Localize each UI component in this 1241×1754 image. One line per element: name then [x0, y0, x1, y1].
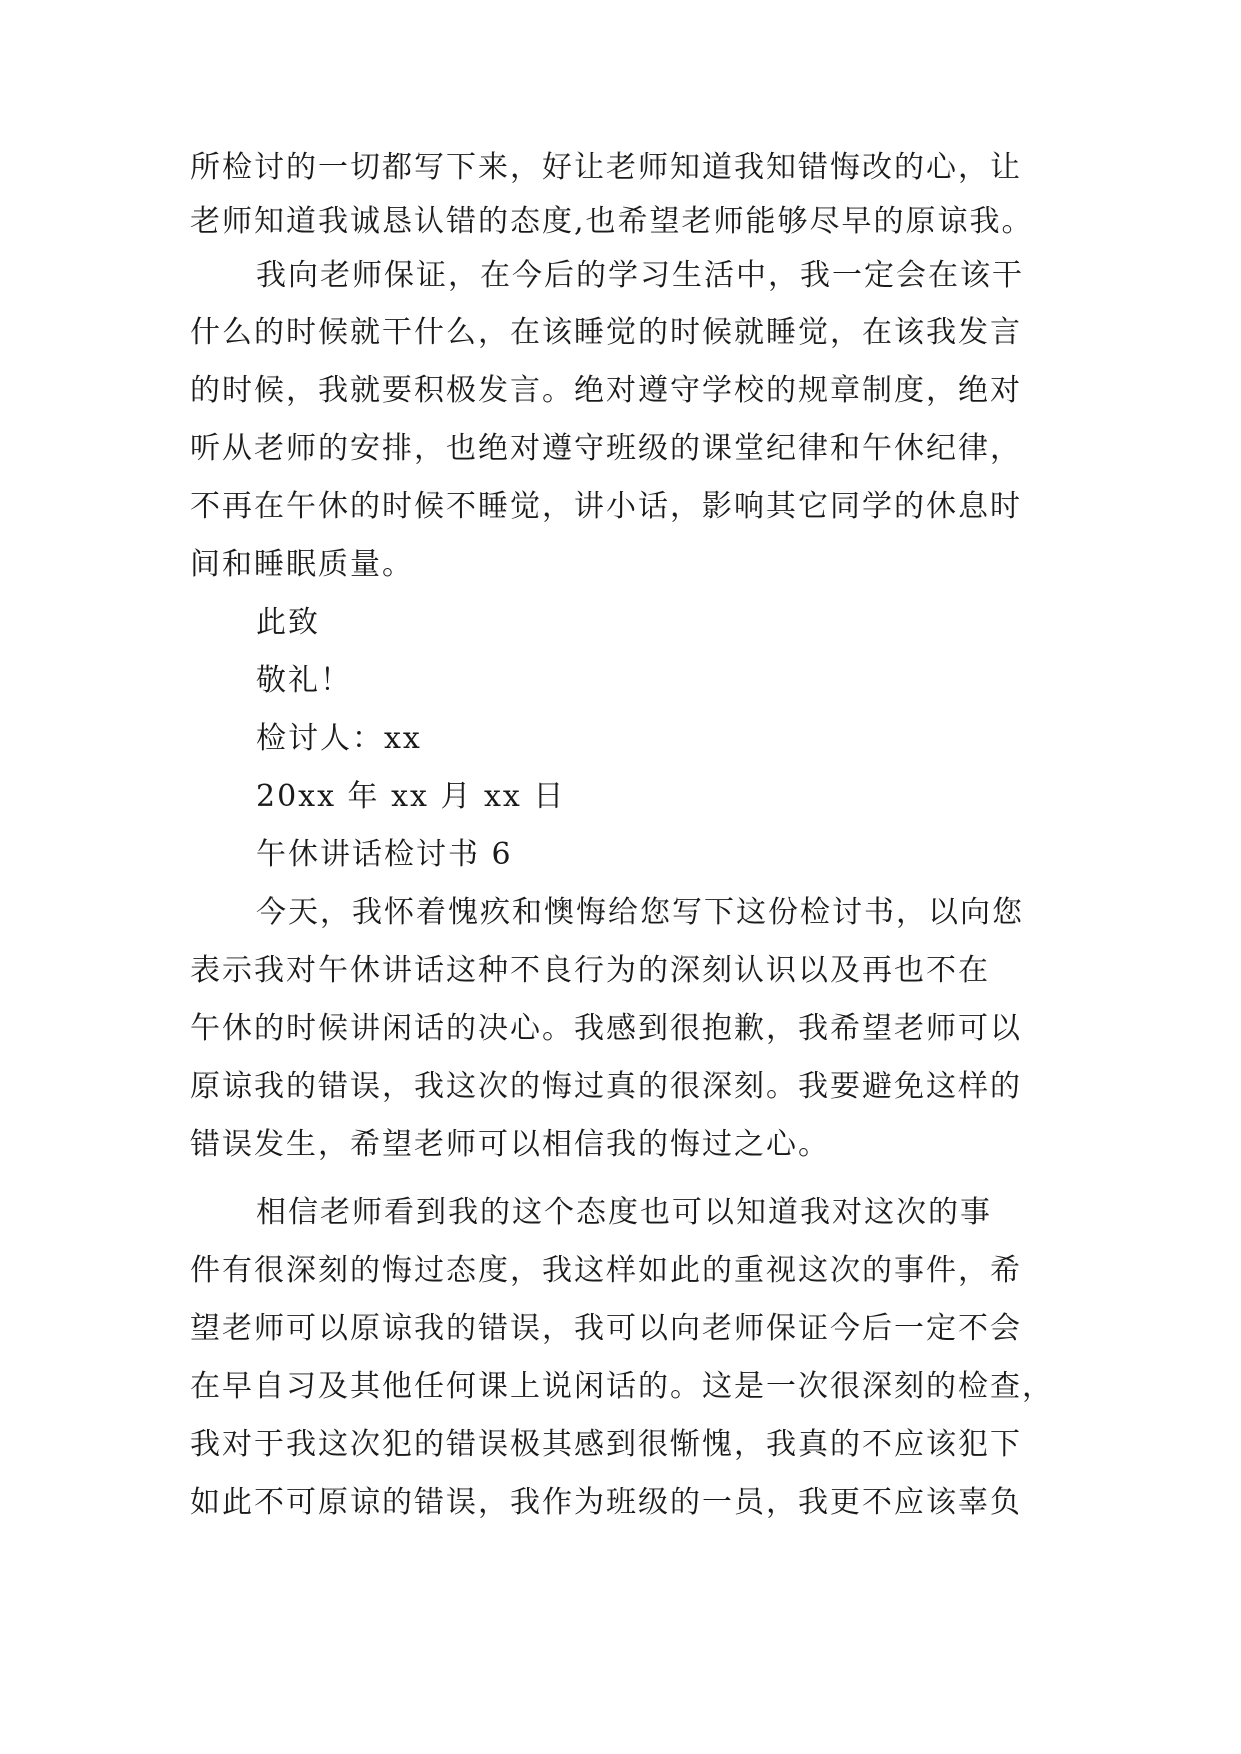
text-line: 的时候，我就要积极发言。绝对遵守学校的规章制度，绝对 [190, 373, 1022, 408]
salutation-line: 此致 [256, 605, 320, 640]
closing-line: 敬礼！ [256, 663, 352, 698]
text-line: 错误发生，希望老师可以相信我的悔过之心。 [190, 1127, 830, 1162]
text-line: 件有很深刻的悔过态度，我这样如此的重视这次的事件，希 [190, 1253, 1022, 1288]
text-line: 表示我对午休讲话这种不良行为的深刻认识以及再也不在 [190, 953, 990, 988]
text-line: 我对于我这次犯的错误极其感到很惭愧，我真的不应该犯下 [190, 1427, 1022, 1462]
text-line: 所检讨的一切都写下来，好让老师知道我知错悔改的心，让 [190, 150, 1022, 185]
text-line: 不再在午休的时候不睡觉，讲小话，影响其它同学的休息时 [190, 489, 1022, 524]
text-line: 午休的时候讲闲话的决心。我感到很抱歉，我希望老师可以 [190, 1011, 1022, 1046]
text-line: 望老师可以原谅我的错误，我可以向老师保证今后一定不会 [190, 1311, 1022, 1346]
date-line: 20xx 年 xx 月 xx 日 [256, 779, 566, 814]
text-line: 什么的时候就干什么，在该睡觉的时候就睡觉，在该我发言 [190, 315, 1022, 350]
text-line: 老师知道我诚恳认错的态度,也希望老师能够尽早的原谅我。 [190, 204, 1034, 239]
text-line: 在早自习及其他任何课上说闲话的。这是一次很深刻的检查， [190, 1369, 1054, 1404]
paragraph-start-line: 我向老师保证，在今后的学习生活中，我一定会在该干 [256, 258, 1024, 293]
signature-line: 检讨人：xx [256, 721, 422, 756]
paragraph-start-line: 今天，我怀着愧疚和懊悔给您写下这份检讨书，以向您 [256, 895, 1024, 930]
section-title: 午休讲话检讨书 6 [256, 837, 513, 872]
text-line: 听从老师的安排，也绝对遵守班级的课堂纪律和午休纪律， [190, 431, 1022, 466]
text-line: 间和睡眠质量。 [190, 547, 414, 582]
paragraph-start-line: 相信老师看到我的这个态度也可以知道我对这次的事 [256, 1195, 992, 1230]
text-line: 原谅我的错误，我这次的悔过真的很深刻。我要避免这样的 [190, 1069, 1022, 1104]
text-line: 如此不可原谅的错误，我作为班级的一员，我更不应该辜负 [190, 1485, 1022, 1520]
